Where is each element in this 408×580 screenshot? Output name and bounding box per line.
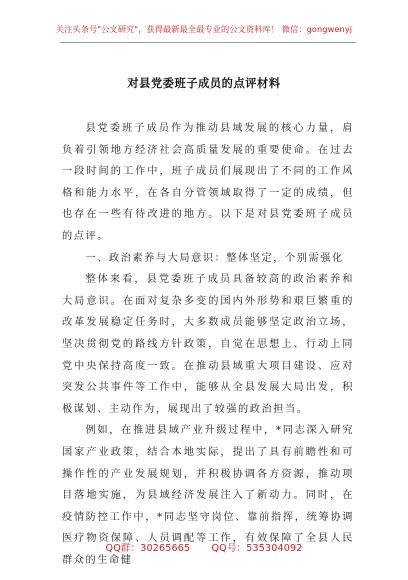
paragraph-overview: 整体来看，县党委班子成员具备较高的政治素养和大局意识。在面对复杂多变的国内外形势和艰巨繁重的改革发展稳定任务时，大多数成员能够坚定政治立场，坚决贯彻党的路线方针政策，自觉在思想上、行动上同党中央保持高度一致。在推动县域重大项目建设、应对突发公共事件等工作中，能够从全县发展大局出发，积极谋划、主动作为，展现出了较强的政治担当。 xyxy=(62,274,354,415)
footer-qq-group: QQ群：30265665 xyxy=(105,543,191,554)
document-title: 对县党委班子成员的点评材料 xyxy=(127,76,281,90)
section-heading: 一、政治素养与大局意识：整体坚定，个别需强化 xyxy=(85,252,344,264)
footer-qq-number: QQ号：535304092 xyxy=(211,543,303,554)
paragraph-intro: 县党委班子成员作为推动县域发展的核心力量，肩负着引领地方经济社会高质量发展的重要使命。在过去一段时间的工作中，班子成员们展现出了不同的工作风格和能力水平，在各自分管领域取得了一定的成绩，但也存在一些有待改进的地方。以下是对县党委班子成员的点评。 xyxy=(62,123,354,242)
paragraph-example: 例如，在推进县域产业升级过程中，*同志深入研究国家产业政策，结合本地实际，提出了具有前瞻性和可操作性的产业发展规划，并积极协调各方资源，推动项目落地实施，为县域经济发展注入了新动力。同时，在疫情防控工作中，*同志坚守岗位、靠前指挥，统筹协调医疗物资保障、人员调配等工作，有效保障了全县人民群众的生命健 xyxy=(62,425,354,566)
document-body xyxy=(62,118,354,571)
footer-banner xyxy=(0,540,408,554)
header-divider xyxy=(60,42,356,43)
header-banner: 关注头条号"公文研究"，获得最新最全最专业的公文资料库！ 微信：gongwenyj xyxy=(55,24,353,34)
